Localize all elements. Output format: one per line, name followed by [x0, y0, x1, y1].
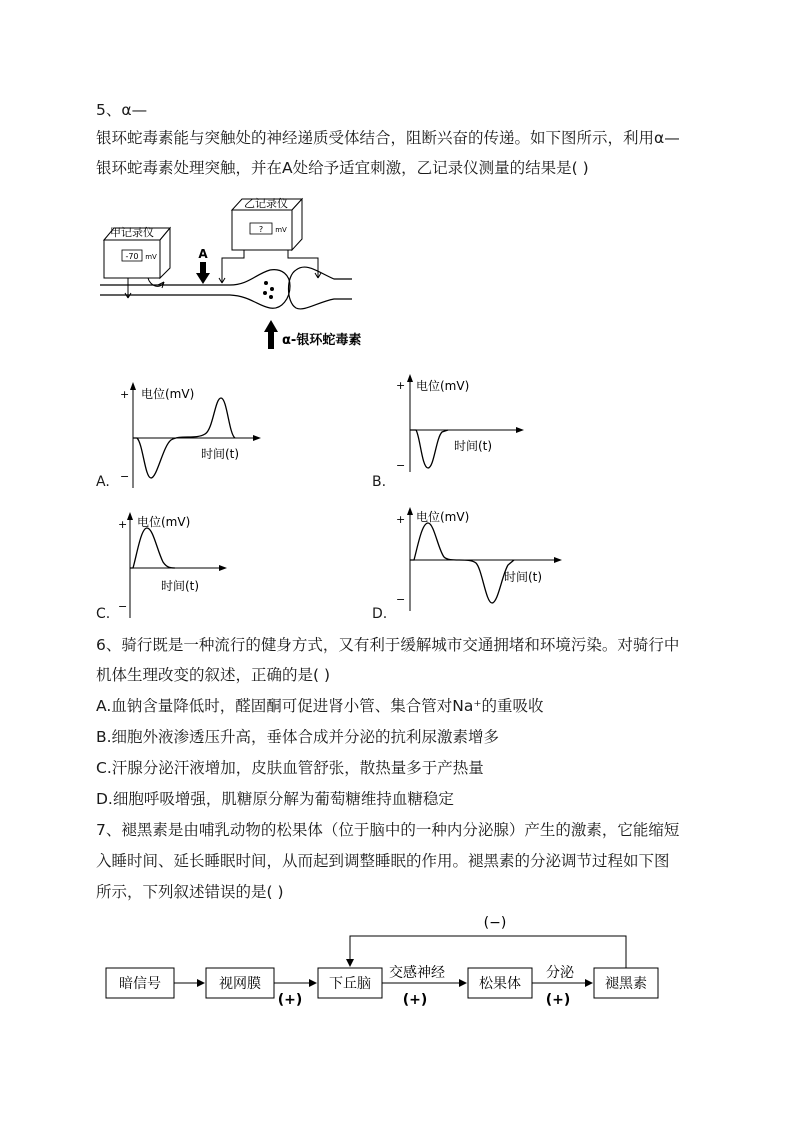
recorder-b-value: ? [258, 225, 264, 234]
option-B-label: B. [372, 474, 387, 490]
question-6-option-A: A.血钠含量降低时，醛固酮可促进肾小管、集合管对Na⁺的重吸收 [96, 697, 544, 715]
graph-A-xlabel: 时间(t) [201, 447, 240, 461]
flow-feedback-arrow [350, 936, 626, 968]
recorder-b-label: 乙记录仪 [244, 197, 288, 210]
flow-box-hypothalamus-label: 下丘脑 [329, 976, 371, 992]
flow-sign-1: (+) [277, 992, 303, 1008]
question-6-stem-line2: 机体生理改变的叙述，正确的是( ) [96, 666, 331, 684]
flow-sign-3: (+) [545, 992, 571, 1008]
graph-A-plus: + [120, 388, 130, 401]
flow-box-melatonin-label: 褪黑素 [605, 976, 647, 992]
graph-C-ylabel: 电位(mV) [137, 515, 191, 529]
flow-box-dark-signal-label: 暗信号 [119, 976, 161, 992]
graph-A-minus: − [120, 470, 130, 483]
graph-D-xlabel: 时间(t) [504, 570, 543, 584]
graph-C-plus: + [118, 518, 128, 531]
question-7-stem-line1: 7、褪黑素是由哺乳动物的松果体（位于脑中的一种内分泌腺）产生的激素，它能缩短 [96, 821, 680, 839]
option-A-label: A. [96, 474, 110, 490]
stimulus-point-label: A [198, 247, 208, 261]
flow-sign-2: (+) [402, 992, 428, 1008]
graph-A-ylabel: 电位(mV) [141, 387, 195, 401]
graph-B-plus: + [396, 379, 406, 392]
recorder-a-unit: mV [145, 253, 157, 261]
graph-C-minus: − [118, 600, 128, 613]
option-C-label: C. [96, 606, 111, 622]
question-5-stem-line2: 银环蛇毒素处理突触，并在A处给予适宜刺激，乙记录仪测量的结果是( ) [96, 159, 589, 177]
recorder-a-label: 甲记录仪 [110, 226, 154, 239]
recorder-a-value: -70 [125, 252, 139, 261]
flow-feedback-sign: (−) [483, 915, 507, 931]
flow-edge-label-sympathetic: 交感神经 [389, 965, 445, 981]
question-6-option-B: B.细胞外液渗透压升高，垂体合成并分泌的抗利尿激素增多 [96, 728, 500, 746]
flow-box-pineal-label: 松果体 [479, 976, 521, 992]
graph-D-ylabel: 电位(mV) [416, 510, 470, 524]
graph-B-xlabel: 时间(t) [454, 439, 493, 453]
question-7-stem-line3: 所示，下列叙述错误的是( ) [96, 883, 284, 901]
graph-D-plus: + [396, 513, 406, 526]
option-D-label: D. [372, 606, 388, 622]
graph-D-minus: − [396, 593, 406, 606]
recorder-b-unit: mV [275, 226, 287, 234]
question-7-stem-line2: 入睡时间、延长睡眠时间，从而起到调整睡眠的作用。褪黑素的分泌调节过程如下图 [96, 852, 670, 870]
question-5-number: 5、α— [96, 101, 148, 119]
question-6-stem-line1: 6、骑行既是一种流行的健身方式，又有利于缓解城市交通拥堵和环境污染。对骑行中 [96, 636, 680, 654]
flow-edge-label-secrete: 分泌 [546, 965, 574, 981]
graph-C-xlabel: 时间(t) [161, 579, 200, 593]
flow-box-retina-label: 视网膜 [219, 976, 261, 992]
graph-B-minus: − [396, 459, 406, 472]
question-5-stem-line1: 银环蛇毒素能与突触处的神经递质受体结合，阻断兴奋的传递。如下图所示，利用α— [96, 129, 680, 147]
question-6-option-D: D.细胞呼吸增强，肌糖原分解为葡萄糖维持血糖稳定 [96, 790, 454, 808]
graph-B-ylabel: 电位(mV) [416, 379, 470, 393]
question-6-option-C: C.汗腺分泌汗液增加，皮肤血管舒张，散热量多于产热量 [96, 759, 484, 777]
toxin-label: α-银环蛇毒素 [282, 333, 362, 348]
